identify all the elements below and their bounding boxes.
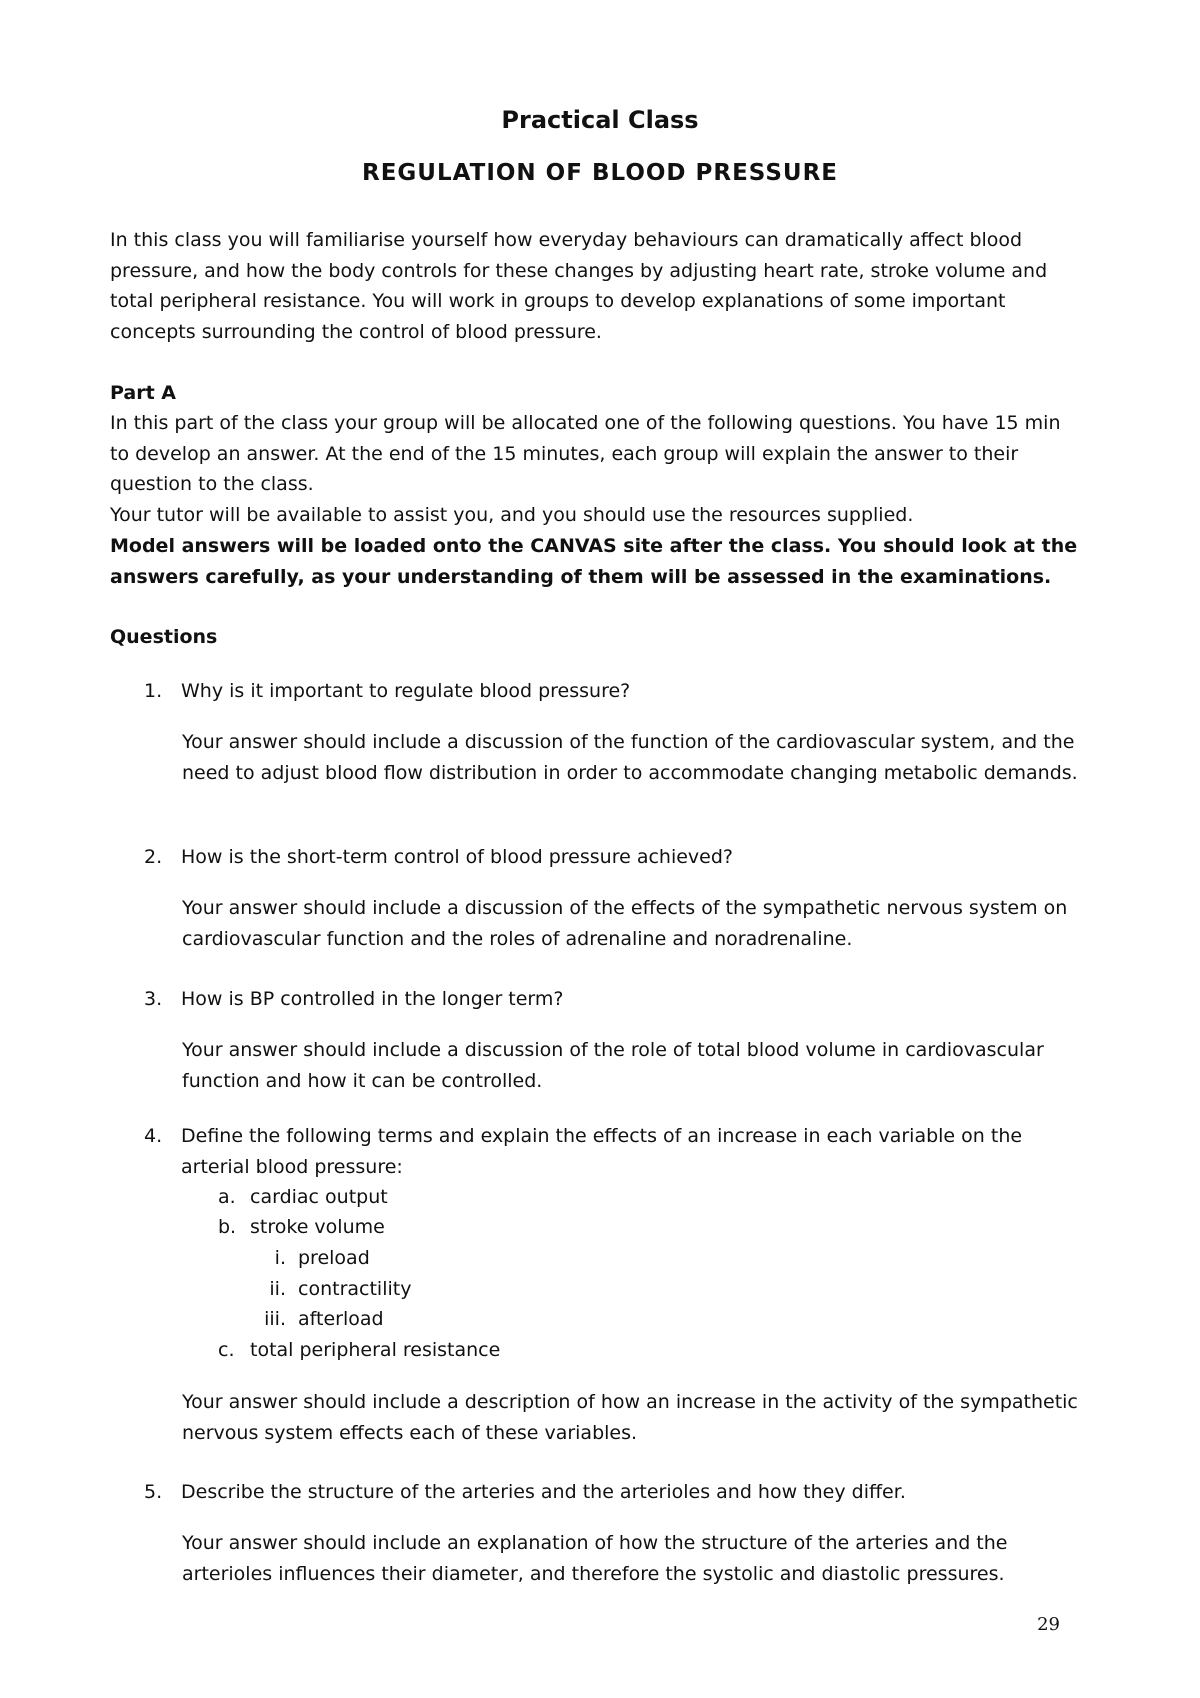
list-item-text: preload [298, 1247, 370, 1269]
question-2-answer-guide: Your answer should include a discussion of the effects of the sympathetic nervous system on cardiovascular function and the roles of adrenaline and noradrenaline. [182, 897, 1068, 950]
part-a-heading: Part A [110, 382, 177, 404]
list-item-label: i. [274, 1247, 286, 1269]
part-a-paragraph-2: Your tutor will be available to assist you, and you should use the resources supplied. [110, 504, 914, 526]
list-item-label: ii. [269, 1278, 286, 1300]
question-4 [110, 1121, 1085, 1182]
list-item [250, 1243, 370, 1274]
question-3 [110, 984, 1085, 1015]
question-number: 3. [144, 988, 163, 1010]
question-2 [110, 842, 1085, 873]
part-a-model-answers-note: Model answers will be loaded onto the CANVAS site after the class. You should look at the answers carefully, as your understanding of them will be assessed in the examinations. [110, 535, 1078, 588]
list-item-label: iii. [264, 1308, 286, 1330]
question-5-answer-guide: Your answer should include an explanation of how the structure of the arteries and the arterioles influences their diameter, and therefore the systolic and diastolic pressures. [182, 1532, 1008, 1585]
question-1-answer-guide: Your answer should include a discussion of the function of the cardiovascular system, and the need to adjust blood flow distribution in order to accommodate changing metabolic demands. [182, 731, 1078, 784]
list-item-label: b. [218, 1216, 237, 1238]
question-5 [110, 1477, 1085, 1508]
question-4-answer-guide: Your answer should include a description of how an increase in the activity of the sympathetic nervous system effects each of these variables. [182, 1391, 1078, 1444]
list-item [218, 1335, 500, 1366]
list-item-text: contractility [298, 1278, 412, 1300]
question-text: Describe the structure of the arteries and the arterioles and how they differ. [181, 1481, 906, 1503]
list-item [218, 1212, 385, 1243]
list-item [250, 1304, 384, 1335]
list-item-label: a. [218, 1186, 236, 1208]
question-number: 1. [144, 680, 163, 702]
page-title: Practical Class [501, 106, 699, 134]
list-item-label: c. [218, 1339, 235, 1361]
list-item-text: stroke volume [250, 1216, 385, 1238]
list-item [218, 1182, 388, 1213]
intro-paragraph: In this class you will familiarise yourself how everyday behaviours can dramatically affect blood pressure, and how the body controls for these changes by adjusting heart rate, stroke volume and total peripheral resistance. You will work in groups to develop explanations of some important concepts surrounding the control of blood pressure. [110, 229, 1048, 343]
question-1 [110, 676, 1085, 707]
question-text: Define the following terms and explain the effects of an increase in each variable on the arterial blood pressure: [181, 1125, 1023, 1178]
list-item-text: afterload [298, 1308, 384, 1330]
question-text: How is the short-term control of blood pressure achieved? [181, 846, 734, 868]
question-3-answer-guide: Your answer should include a discussion of the role of total blood volume in cardiovascular function and how it can be controlled. [182, 1039, 1044, 1092]
question-number: 2. [144, 846, 163, 868]
page-number: 29 [1037, 1614, 1060, 1635]
question-text: How is BP controlled in the longer term? [181, 988, 564, 1010]
list-item-text: cardiac output [250, 1186, 388, 1208]
question-text: Why is it important to regulate blood pressure? [181, 680, 631, 702]
list-item [250, 1274, 411, 1305]
part-a-paragraph-1: In this part of the class your group will be allocated one of the following questions. You have 15 min to develop an answer. At the end of the 15 minutes, each group will explain the answer to their question to the class. [110, 412, 1061, 495]
list-item-text: total peripheral resistance [250, 1339, 501, 1361]
questions-heading: Questions [110, 626, 218, 648]
question-number: 4. [144, 1125, 163, 1147]
page-subtitle: REGULATION OF BLOOD PRESSURE [361, 160, 839, 186]
question-number: 5. [144, 1481, 163, 1503]
